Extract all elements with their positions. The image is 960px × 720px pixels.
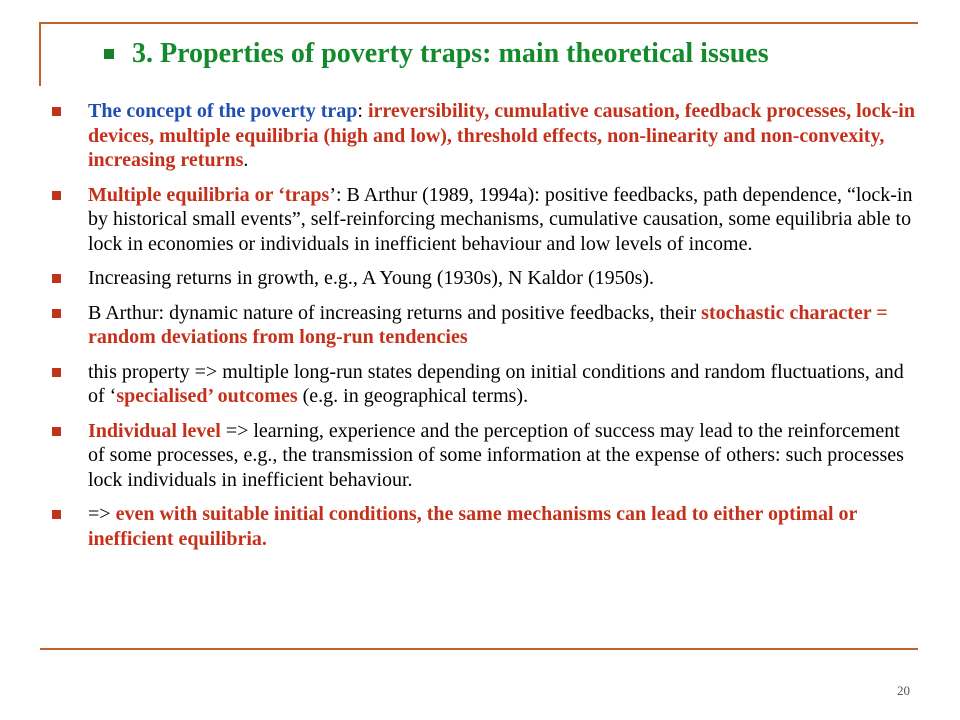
item-text: specialised’ outcomes	[116, 385, 298, 407]
left-rule	[39, 22, 41, 86]
square-bullet-icon	[52, 510, 61, 519]
bullet-list	[52, 99, 918, 561]
square-bullet-icon	[52, 274, 61, 283]
bottom-rule	[40, 648, 918, 650]
list-item	[52, 99, 918, 173]
slide-title: 3. Properties of poverty traps: main theoretical issues	[132, 38, 769, 69]
top-rule	[40, 22, 918, 24]
list-item	[52, 502, 918, 551]
square-bullet-icon	[52, 107, 61, 116]
item-text: (e.g. in geographical terms).	[297, 385, 529, 407]
page-number: 20	[897, 683, 910, 698]
square-bullet-icon	[52, 427, 61, 436]
item-text: even with suitable initial conditions, the same mechanisms can lead to either optimal or inefficient equilibria.	[88, 503, 858, 550]
square-bullet-icon	[52, 368, 61, 377]
item-text: Individual level	[88, 419, 221, 442]
square-bullet-icon	[52, 309, 61, 318]
item-text: ’: B Arthur (1989, 1994a): positive feedbacks, path dependence, “lock-in by historical small events”, self-reinforcing mechanisms, cumulative causation, some equilibria able to lock in economies or individuals in inefficient behaviour and low levels of income.	[88, 183, 913, 255]
list-item	[52, 266, 918, 291]
list-item	[52, 360, 918, 409]
list-item	[52, 419, 918, 493]
item-text: =>	[88, 503, 116, 525]
list-item	[52, 301, 918, 350]
list-item	[52, 183, 918, 257]
item-text: :	[357, 100, 368, 122]
item-text: .	[243, 149, 249, 171]
title-row	[104, 34, 914, 74]
square-bullet-icon	[104, 49, 114, 59]
item-text: B Arthur: dynamic nature of increasing returns and positive feedbacks, their	[88, 301, 702, 324]
item-text: Increasing returns in growth, e.g., A Young (1930s), N Kaldor (1950s).	[88, 267, 655, 289]
item-text: irreversibility, cumulative causation, feedback processes, lock-in devices, multiple equilibria (high and low), threshold effects, non-linearity and non-convexity, increasing returns	[88, 100, 915, 171]
item-text: The concept of the poverty trap	[88, 100, 358, 122]
item-text: Multiple equilibria or ‘traps	[88, 183, 330, 206]
item-text: this property => multiple long-run states depending on initial conditions and random fluctuations, and of ‘	[88, 360, 904, 407]
item-text: => learning, experience and the perception of success may lead to the reinforcement of some processes, e.g., the transmission of some information at the expense of others: such processes lock individuals in inefficient behaviour.	[88, 419, 904, 491]
item-text: stochastic character = random deviations from long-run tendencies	[88, 301, 888, 348]
square-bullet-icon	[52, 191, 61, 200]
